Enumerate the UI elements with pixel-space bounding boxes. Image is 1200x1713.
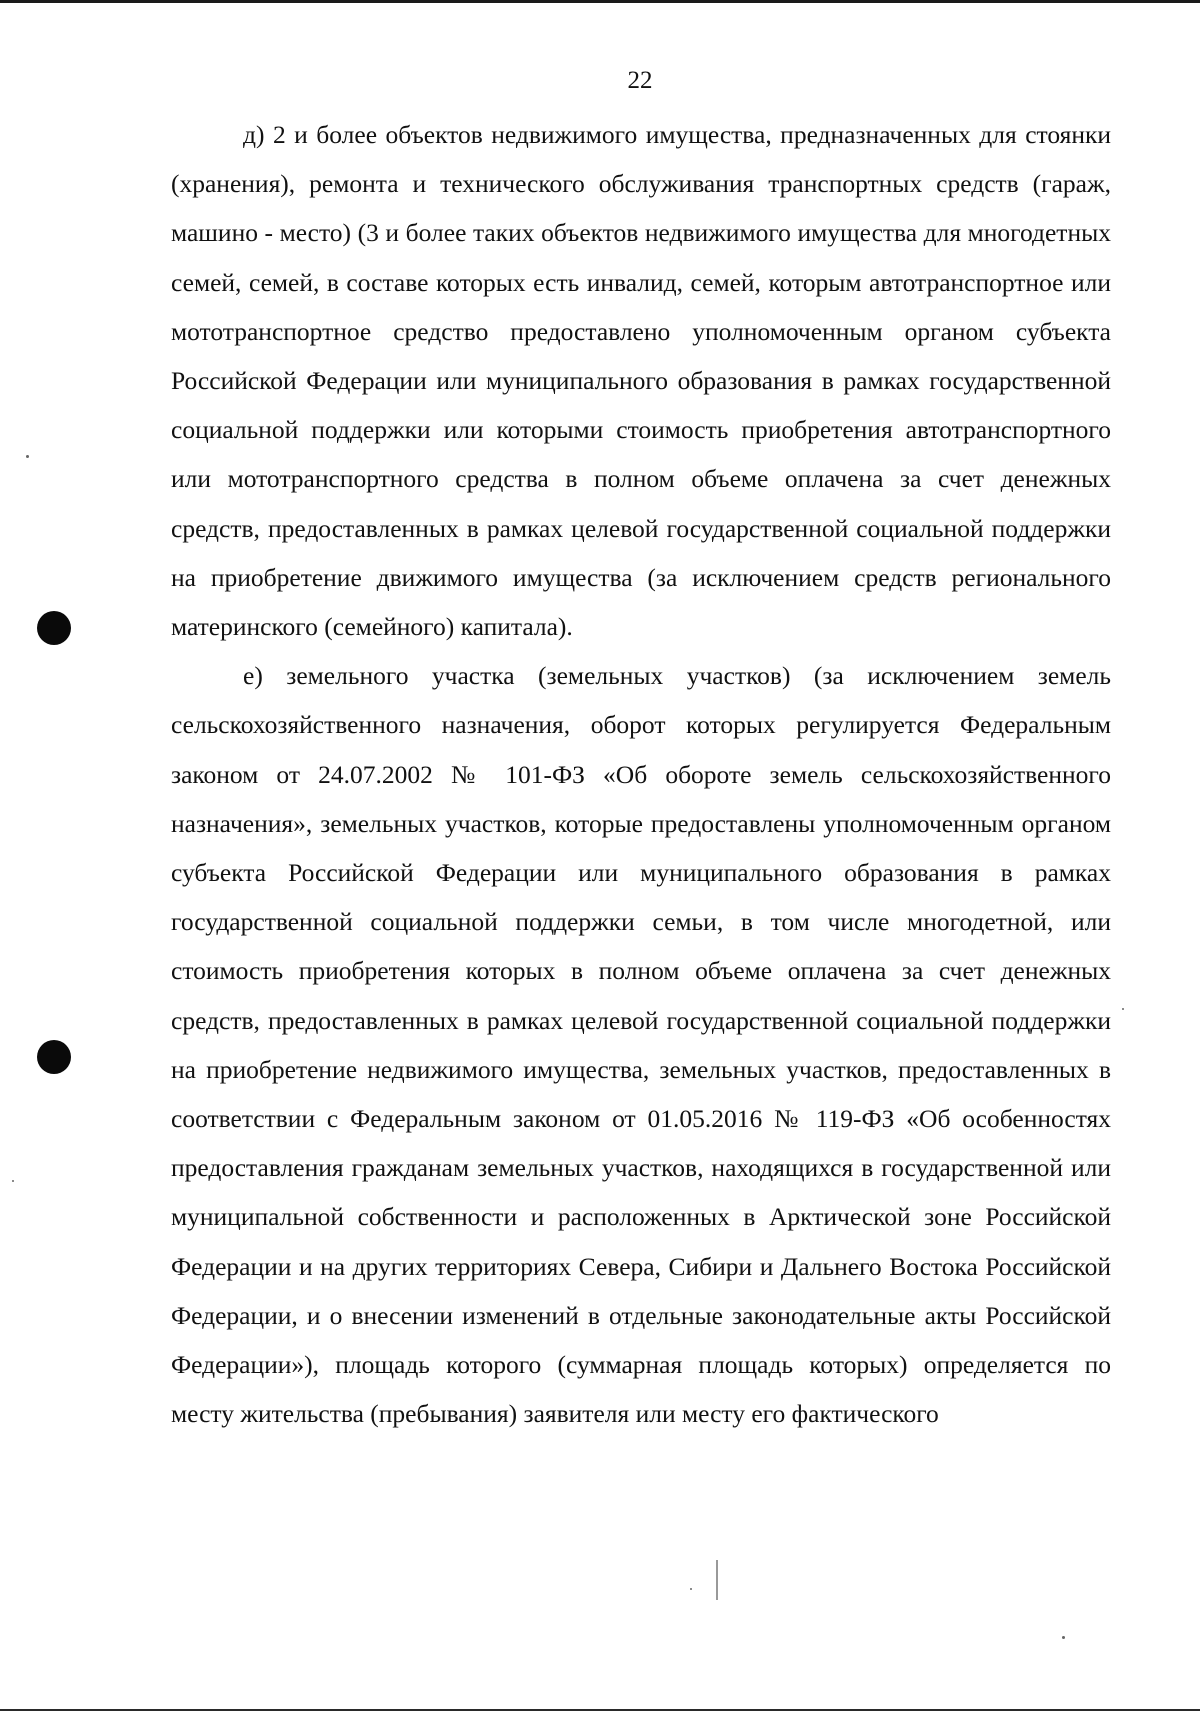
- scan-border-top: [0, 0, 1200, 3]
- scan-speck: [12, 1180, 14, 1182]
- document-body: [171, 110, 1111, 1438]
- scan-speck: [690, 1588, 692, 1590]
- paragraph-d: д) 2 и более объектов недвижимого имущества, предназначенных для стоянки (хранения), ремонта и технического обслуживания транспортных средств (гараж, машино - место) (3 и более таких объектов недвижимого имущества для многодетных семей, семей, в составе которых есть инвалид, семей, которым автотранспортное или мототранспортное средство предоставлено уполномоченным органом субъекта Российской Федерации или муниципального образования в рамках государственной социальной поддержки или которыми стоимость приобретения автотранспортного или мототранспортного средства в полном объеме оплачена за счет денежных средств, предоставленных в рамках целевой государственной социальной поддержки на приобретение движимого имущества (за исключением средств регионального материнского (семейного) капитала).: [171, 120, 1111, 642]
- scan-speck: [1122, 1008, 1124, 1010]
- scan-speck: [26, 455, 29, 458]
- scan-border-bottom: [0, 1709, 1200, 1711]
- paragraph-e: е) земельного участка (земельных участков) (за исключением земель сельскохозяйственного назначения, оборот которых регулируется Федеральным законом от 24.07.2002 № 101-ФЗ «Об обороте земель сельскохозяйственного назначения», земельных участков, которые предоставлены уполномоченным органом субъекта Российской Федерации или муниципального образования в рамках государственной социальной поддержки семьи, в том числе многодетной, или стоимость приобретения которых в полном объеме оплачена за счет денежных средств, предоставленных в рамках целевой государственной социальной поддержки на приобретение недвижимого имущества, земельных участков, предоставленных в соответствии с Федеральным законом от 01.05.2016 № 119-ФЗ «Об особенностях предоставления гражданам земельных участков, находящихся в государственной или муниципальной собственности и расположенных в Арктической зоне Российской Федерации и на других территориях Севера, Сибири и Дальнего Востока Российской Федерации, и о внесении изменений в отдельные законодательные акты Российской Федерации»), площадь которого (суммарная площадь которых) определяется по месту жительства (пребывания) заявителя или месту его фактического: [171, 661, 1111, 1429]
- punch-hole-lower: [37, 1040, 71, 1074]
- scan-speck: [1062, 1636, 1065, 1639]
- punch-hole-upper: [37, 611, 71, 645]
- page-number: 22: [627, 67, 653, 94]
- scan-speck: [716, 1560, 718, 1600]
